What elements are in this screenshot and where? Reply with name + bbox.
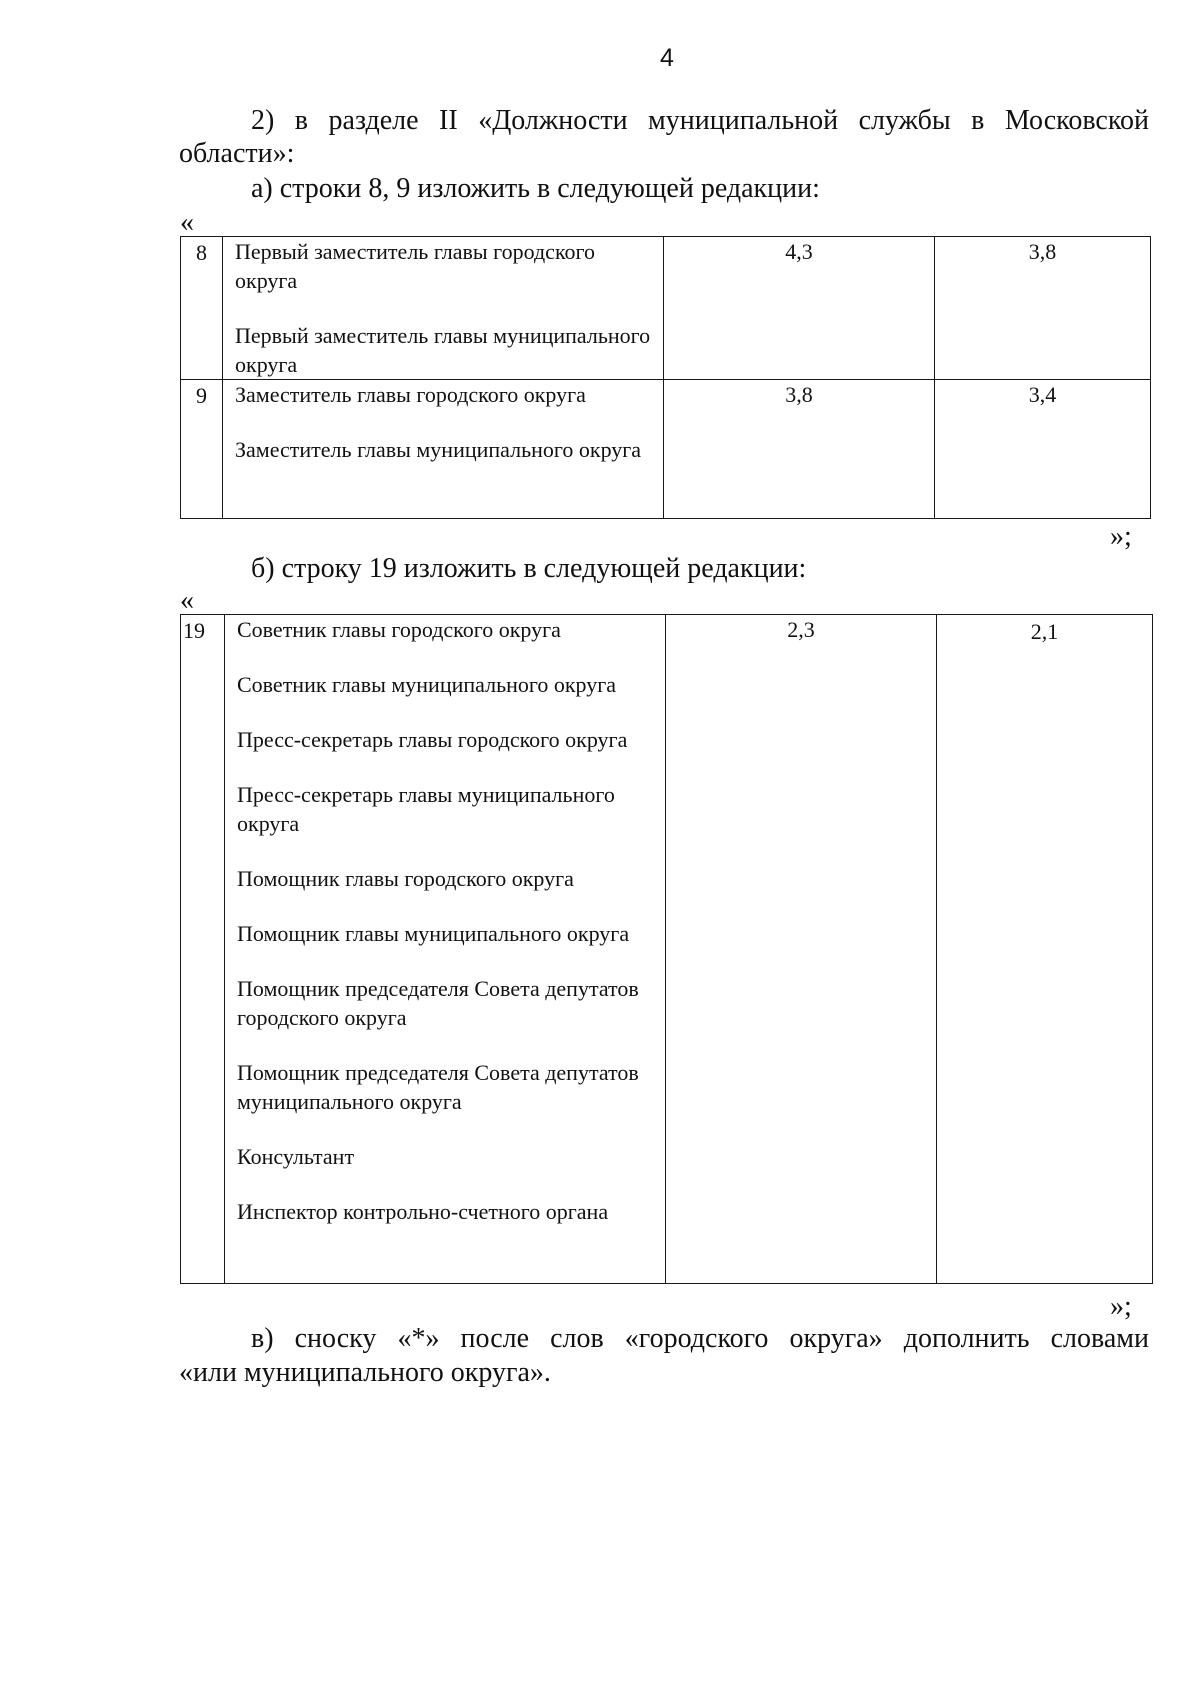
table-row <box>181 237 1151 380</box>
position-name: Пресс-секретарь главы муниципального округа <box>237 782 615 836</box>
position-name: Заместитель главы муниципального округа <box>235 437 642 462</box>
position-names-cell <box>223 237 664 380</box>
position-name: Инспектор контрольно-счетного органа <box>237 1199 609 1224</box>
position-name: Первый заместитель главы городского округа <box>235 239 595 293</box>
item-b-heading: б) строку 19 изложить в следующей редакции: <box>251 553 807 584</box>
position-names-cell <box>225 615 666 1284</box>
table-row <box>181 615 1153 1284</box>
position-name: Советник главы муниципального округа <box>237 672 617 697</box>
coefficient-2: 2,1 <box>937 615 1153 1284</box>
close-quote-b: »; <box>1110 1291 1132 1322</box>
intro-line-1: 2) в разделе II «Должности муниципальной службы в Московской <box>251 105 1149 136</box>
table-row-19 <box>180 614 1153 1284</box>
position-name: Заместитель главы городского округа <box>235 382 586 407</box>
row-number: 9 <box>181 380 223 519</box>
page-number: 4 <box>660 44 674 72</box>
item-c-line-1: в) сноску «*» после слов «городского округа» дополнить словами <box>251 1323 1149 1354</box>
item-c-line-2: «или муниципального округа». <box>179 1357 551 1388</box>
coefficient-2: 3,4 <box>935 380 1151 519</box>
item-a-heading: а) строки 8, 9 изложить в следующей редакции: <box>251 173 820 204</box>
table-rows-8-9 <box>180 236 1151 519</box>
position-name: Первый заместитель главы муниципального округа <box>235 323 651 377</box>
coefficient-1: 4,3 <box>664 237 935 380</box>
row-number: 8 <box>181 237 223 380</box>
position-name: Пресс-секретарь главы городского округа <box>237 727 628 752</box>
table-row <box>181 380 1151 519</box>
coefficient-1: 2,3 <box>666 615 937 1284</box>
coefficient-2: 3,8 <box>935 237 1151 380</box>
open-quote-a: « <box>180 207 194 238</box>
position-name: Помощник главы муниципального округа <box>237 921 630 946</box>
position-name: Консультант <box>237 1144 355 1169</box>
position-name: Помощник главы городского округа <box>237 866 574 891</box>
position-name: Советник главы городского округа <box>237 617 561 642</box>
coefficient-1: 3,8 <box>664 380 935 519</box>
intro-line-2: области»: <box>179 138 295 169</box>
row-number: 19 <box>181 615 225 1284</box>
position-names-cell <box>223 380 664 519</box>
close-quote-a: »; <box>1110 521 1132 552</box>
position-name: Помощник председателя Совета депутатов городского округа <box>237 976 639 1030</box>
position-name: Помощник председателя Совета депутатов муниципального округа <box>237 1060 639 1114</box>
open-quote-b: « <box>180 585 194 616</box>
